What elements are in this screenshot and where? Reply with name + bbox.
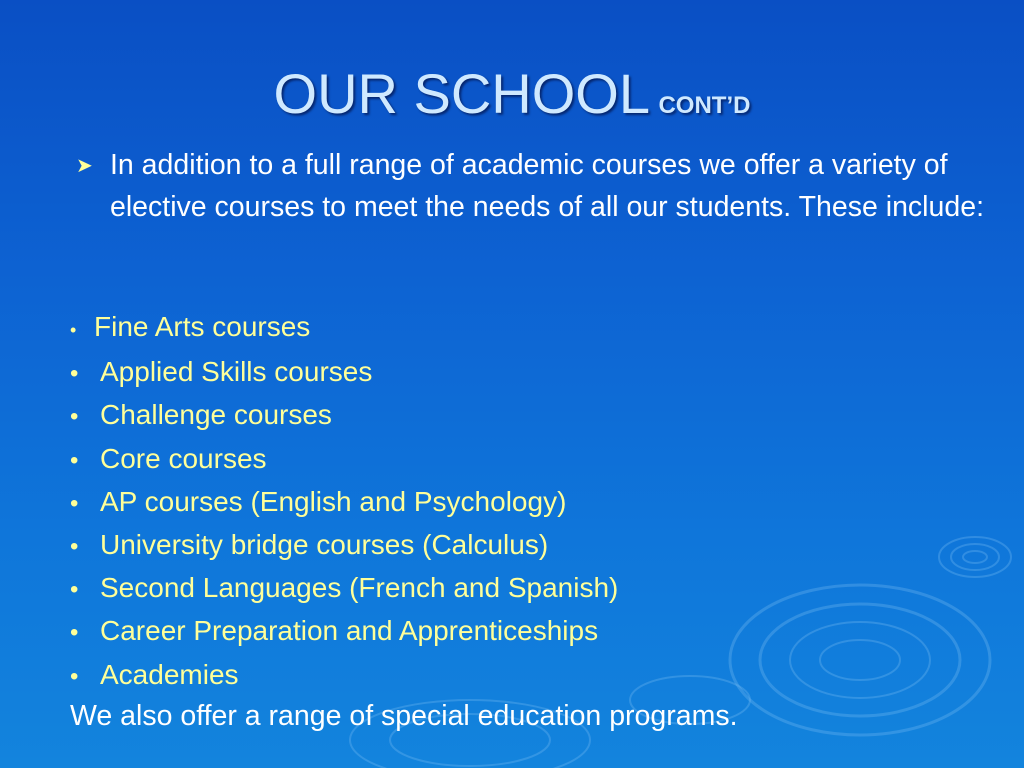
arrow-bullet-icon: ➤: [76, 155, 93, 177]
slide-title: [0, 58, 1024, 130]
dot-bullet-icon: •: [70, 619, 79, 647]
course-label: Challenge courses: [100, 399, 332, 431]
course-list: [70, 306, 618, 697]
title-suffix: CONT’D: [658, 92, 751, 119]
dot-bullet-icon: •: [70, 662, 79, 690]
course-label: Applied Skills courses: [100, 356, 373, 388]
intro-paragraph: [70, 144, 990, 228]
dot-bullet-icon: •: [70, 576, 79, 604]
list-item: [70, 610, 618, 653]
list-item: [70, 481, 618, 524]
title-main: OUR SCHOOL: [273, 62, 651, 125]
dot-bullet-icon: •: [70, 489, 79, 517]
course-label: Academies: [100, 658, 239, 690]
course-label: Core courses: [100, 442, 267, 474]
course-label: AP courses (English and Psychology): [100, 485, 567, 517]
course-label: University bridge courses (Calculus): [100, 529, 549, 561]
course-label: Career Preparation and Apprenticeships: [100, 615, 599, 647]
dot-bullet-icon: •: [70, 446, 79, 474]
dot-bullet-icon: •: [70, 533, 79, 561]
list-item: [70, 306, 618, 351]
list-item: [70, 394, 618, 437]
dot-bullet-icon: •: [70, 320, 77, 340]
list-item: [70, 654, 618, 697]
list-item: [70, 524, 618, 567]
dot-bullet-icon: •: [70, 360, 79, 388]
list-item: [70, 351, 618, 394]
list-item: [70, 438, 618, 481]
closing-text: We also offer a range of special education programs.: [70, 700, 738, 732]
list-item: [70, 567, 618, 610]
dot-bullet-icon: •: [70, 403, 79, 431]
course-label: Fine Arts courses: [94, 311, 311, 342]
intro-text: In addition to a full range of academic courses we offer a variety of elective courses to meet the needs of all our students. These include:: [110, 149, 984, 223]
course-label: Second Languages (French and Spanish): [100, 572, 619, 604]
